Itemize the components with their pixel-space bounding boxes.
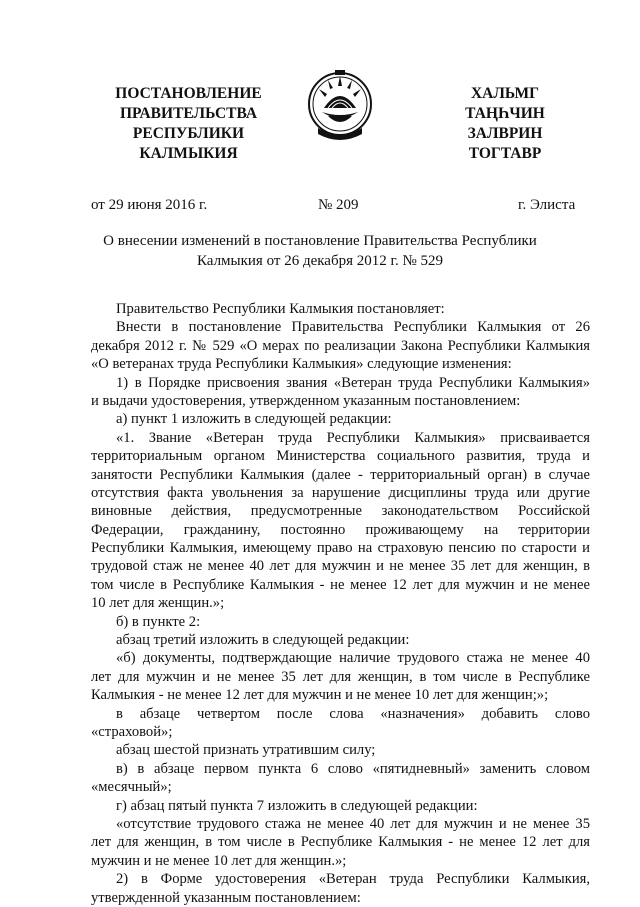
body-line: в) в абзаце первом пункта 6 слово «пятидневный» заменить словом	[116, 760, 590, 777]
header-left-line: КАЛМЫКИЯ	[139, 145, 238, 162]
document-city: г. Элиста	[518, 197, 576, 213]
header-left-line: ПОСТАНОВЛЕНИЕ	[115, 85, 262, 102]
body-line: Правительство Республики Калмыкия постановляет:	[116, 301, 445, 317]
body-line: 10 лет для женщин.»;	[91, 595, 225, 612]
header-right-kalmyk	[450, 84, 560, 164]
header-left-line: РЕСПУБЛИКИ	[132, 125, 245, 142]
body-line: б) в пункте 2:	[116, 613, 201, 630]
header-right-line: ТАҢҺЧИН	[465, 105, 545, 122]
body-line: «1. Звание «Ветеран труда Республики Калмыкия» присваивается	[116, 429, 590, 446]
body-line: мужчин и не менее 10 лет для женщин.»;	[91, 852, 347, 869]
body-line: «отсутствие трудового стажа не менее 40 лет для мужчин и не менее 35	[116, 815, 590, 832]
body-line: «б) документы, подтверждающие наличие трудового стажа не менее 40	[116, 650, 590, 667]
body-line: г) абзац пятый пункта 7 изложить в следующей редакции:	[116, 797, 478, 814]
body-line: Калмыкия - не менее 12 лет для мужчин и не менее 10 лет для женщин;»;	[91, 687, 549, 704]
body-line: том числе в Республике Калмыкия - не менее 12 лет для мужчин и не менее	[91, 576, 590, 593]
body-line: «страховой»;	[91, 723, 173, 740]
body-line: отсутствия факта увольнения за нарушение дисциплины труда или другие	[91, 484, 590, 501]
document-title	[60, 231, 580, 271]
body-line: территориальным органом Министерства социального развития, труда и	[91, 448, 590, 465]
body-line: Республики Калмыкия, имеющему право на страховую пенсию по старости и	[91, 540, 590, 557]
header-left-russian	[96, 84, 281, 164]
body-line: абзац третий изложить в следующей редакции:	[116, 632, 410, 649]
header-right-line: ТОГТАВР	[468, 145, 542, 162]
body-line: занятости Республики Калмыкия (далее - территориальный орган) в случае	[91, 466, 590, 483]
body-line: утвержденной указанным постановлением:	[91, 889, 361, 906]
title-line: Калмыкия от 26 декабря 2012 г. № 529	[196, 253, 444, 269]
kalmykia-emblem-icon	[306, 66, 374, 146]
body-line: виновные действия, предусмотренные законодательством Российской	[91, 503, 590, 520]
document-body	[91, 300, 590, 907]
body-line: а) пункт 1 изложить в следующей редакции:	[116, 411, 392, 428]
body-line: «О ветеранах труда Республики Калмыкия» следующие изменения:	[91, 356, 512, 373]
body-line: трудовой стаж не менее 40 лет для мужчин и не менее 35 лет для женщин, в	[91, 558, 590, 575]
header-right-line: ЗАЛВРИН	[467, 125, 543, 142]
document-date: от 29 июня 2016 г.	[91, 197, 208, 213]
body-line: Внести в постановление Правительства Республики Калмыкия от 26	[116, 319, 590, 336]
title-line: О внесении изменений в постановление Правительства Республики	[103, 233, 537, 249]
body-line: «месячный»;	[91, 779, 172, 796]
body-line: лет для мужчин и не менее 35 лет для женщин, в том числе в Республике	[91, 668, 590, 685]
document-number: № 209	[318, 197, 359, 213]
body-line: 1) в Порядке присвоения звания «Ветеран труда Республики Калмыкия»	[116, 374, 590, 391]
header-right-line: ХАЛЬМГ	[470, 85, 540, 102]
header-left-line: ПРАВИТЕЛЬСТВА	[119, 105, 258, 122]
body-line: декабря 2012 г. № 529 «О мерах по реализации Закона Республики Калмыкия	[91, 337, 590, 354]
body-line: и выдачи удостоверения, утвержденном указанным постановлением:	[91, 392, 521, 409]
body-line: Федерации, гражданину, постоянно проживающему на территории	[91, 521, 590, 538]
body-line: лет для женщин, в том числе в Республике Калмыкия - не менее 12 лет для	[91, 834, 590, 851]
body-line: 2) в Форме удостоверения «Ветеран труда Республики Калмыкия,	[116, 871, 590, 888]
body-line: абзац шестой признать утратившим силу;	[116, 742, 376, 759]
body-line: в абзаце четвертом после слова «назначения» добавить слово	[116, 705, 590, 722]
